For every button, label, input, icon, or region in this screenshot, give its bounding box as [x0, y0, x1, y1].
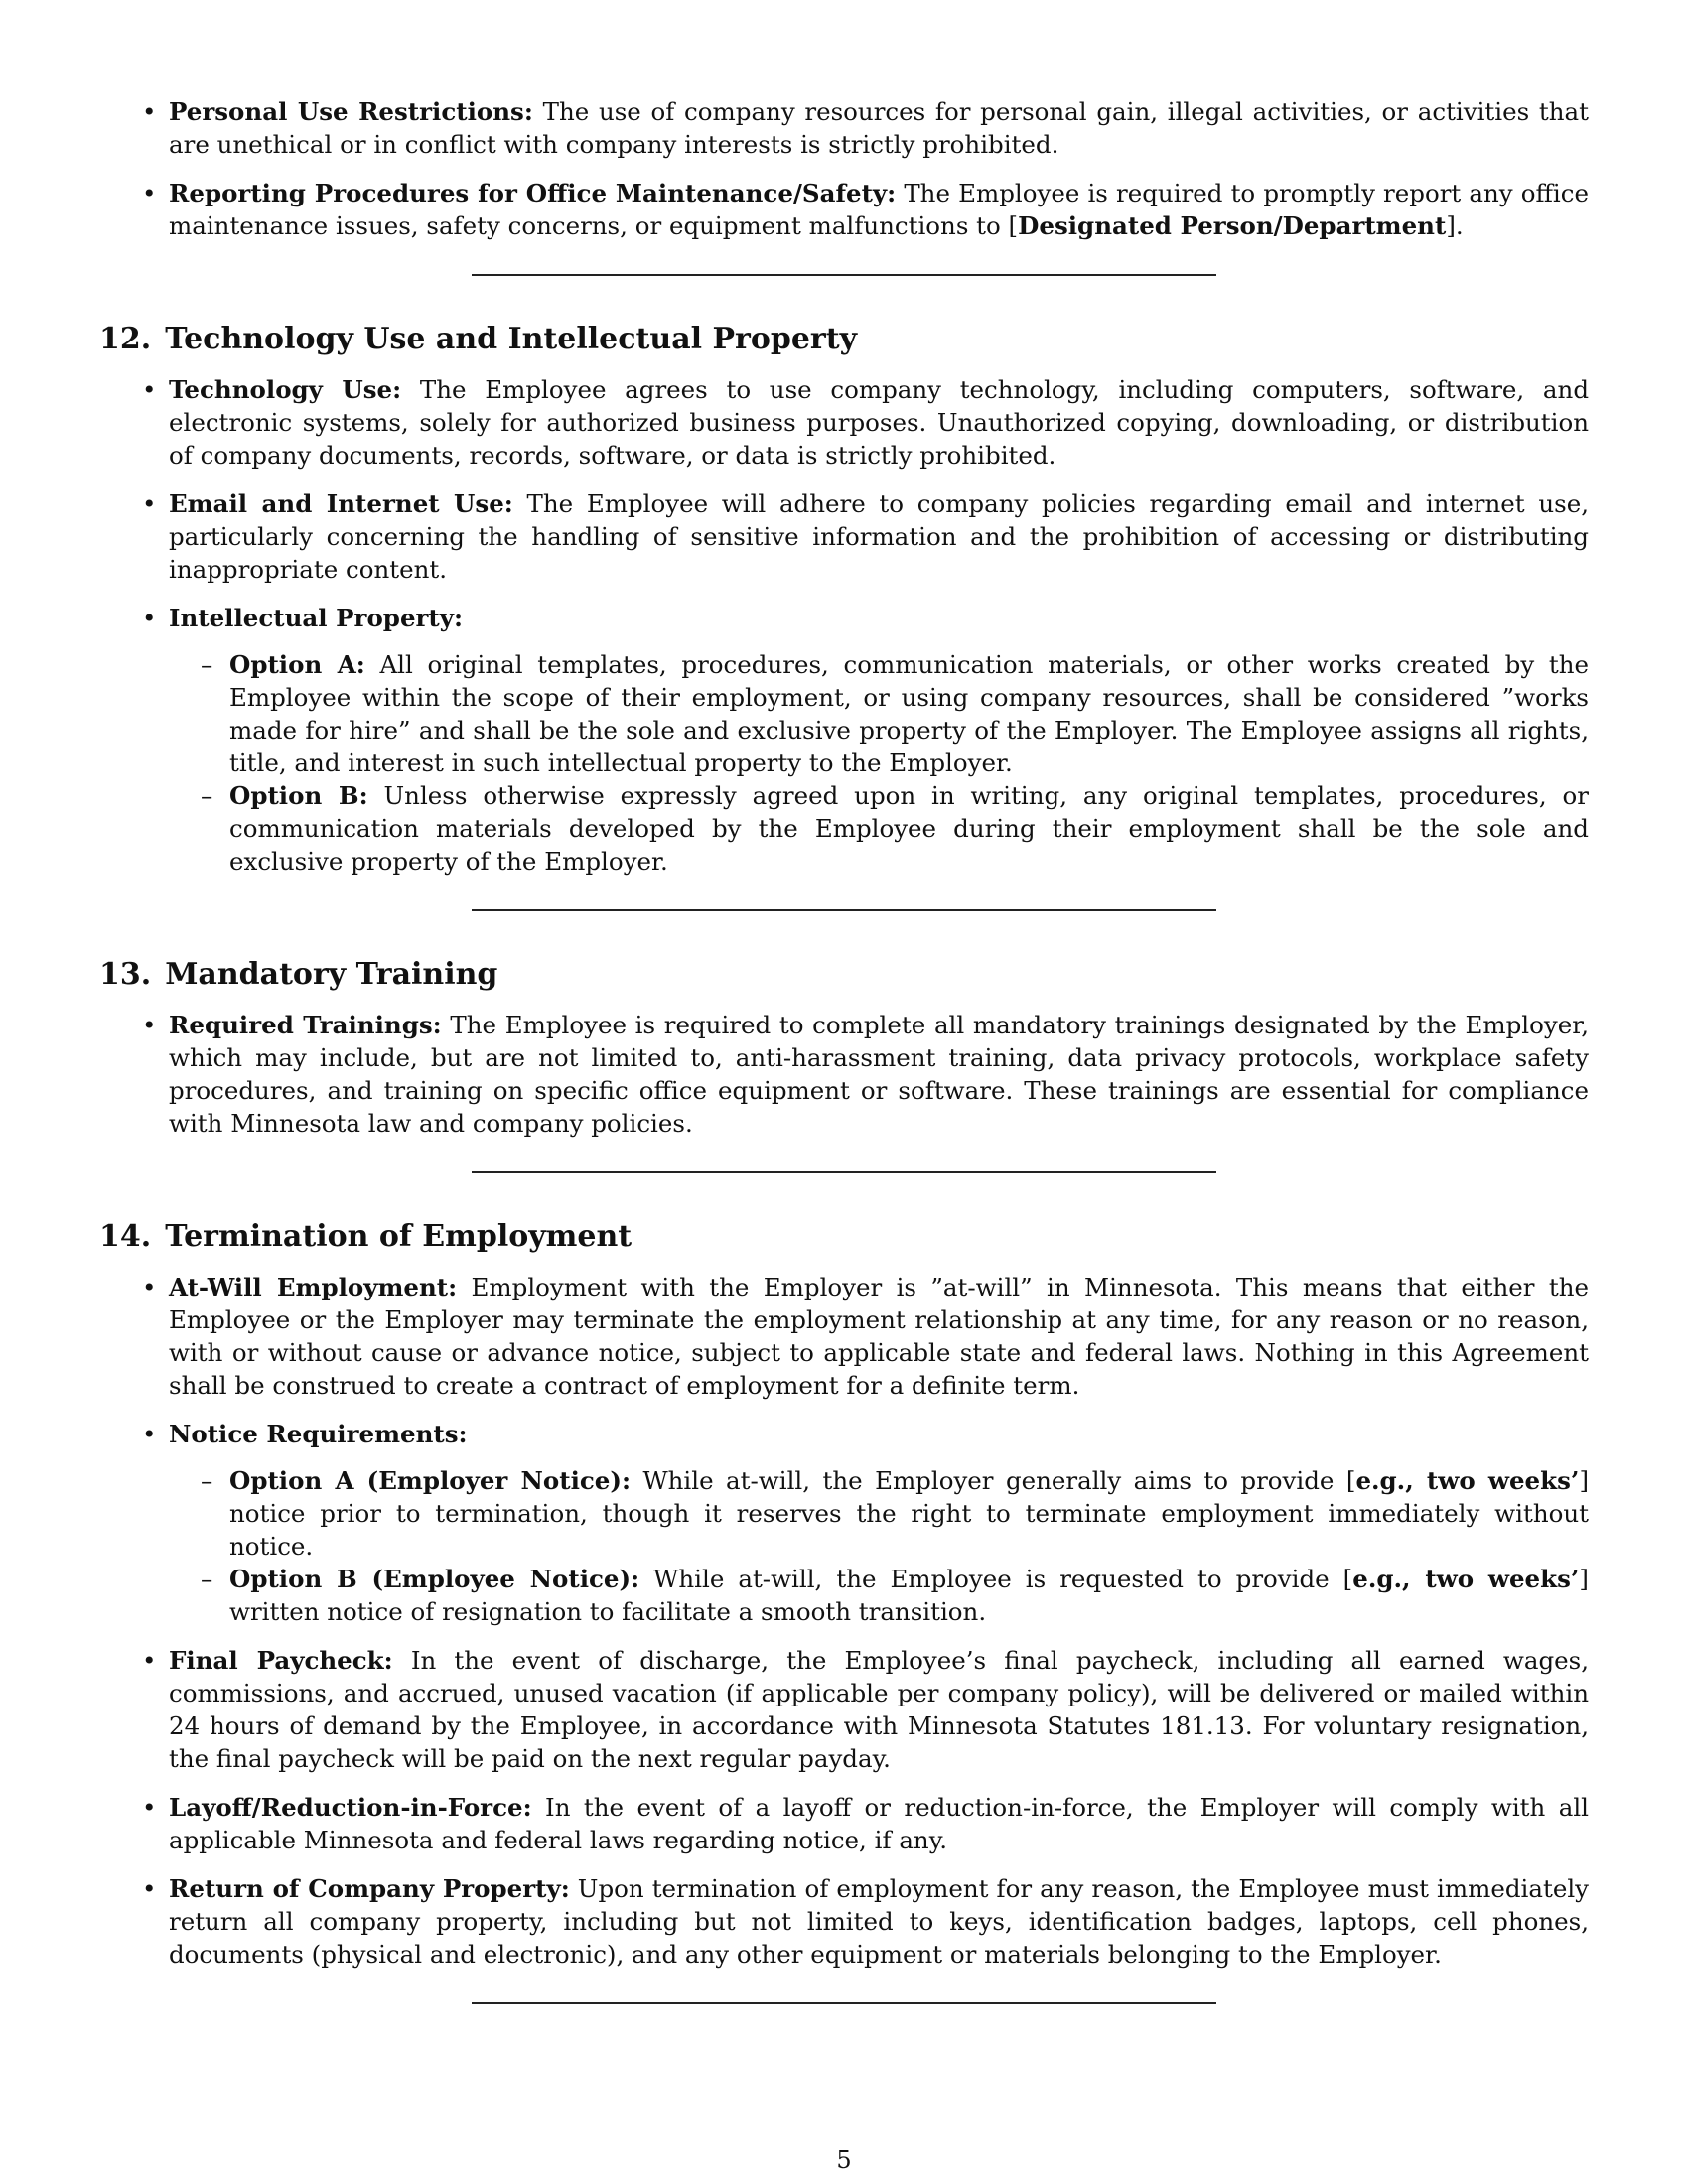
section-heading-12: 12. Technology Use and Intellectual Property — [99, 322, 857, 356]
section-divider — [472, 1171, 1216, 1173]
section-14-list — [99, 1271, 1589, 1971]
intro-list — [99, 95, 1589, 242]
document-page — [99, 95, 1589, 2048]
list-item: • Personal Use Restrictions: The use of company resources for personal gain, illegal activities, or activities that are unethical or in conflict with company interests is strictly prohibited. — [99, 95, 1589, 161]
list-item: • Layoff/Reduction-in-Force: In the event of a layoff or reduction-in-force, the Employer will comply with all applicable Minnesota and federal laws regarding notice, if any. — [99, 1791, 1589, 1856]
sub-list-item: – Option A: All original templates, procedures, communication materials, or other works created by the Employee within the scope of their employment, or using company resources, shall be considered ”works made for hire” and shall be the sole and exclusive property of the Employer. The Employee assigns all rights, title, and interest in such intellectual property to the Employer. — [169, 648, 1589, 779]
section-heading-14: 14. Termination of Employment — [99, 1219, 633, 1254]
list-item: • Return of Company Property: Upon termination of employment for any reason, the Employee must immediately return all company property, including but not limited to keys, identification badges, laptops, cell phones, documents (physical and electronic), and any other equipment or materials belonging to the Employer. — [99, 1872, 1589, 1971]
section-heading-13: 13. Mandatory Training — [99, 957, 498, 992]
ip-options-list — [169, 648, 1589, 878]
list-item: • Final Paycheck: In the event of discharge, the Employee’s final paycheck, including all earned wages, commissions, and accrued, unused vacation (if applicable per company policy), will be delivered or mailed within 24 hours of demand by the Employee, in accordance with Minnesota Statutes 181.13. For voluntary resignation, the final paycheck will be paid on the next regular payday. — [99, 1644, 1589, 1775]
list-item: • Technology Use: The Employee agrees to use company technology, including computers, software, and electronic systems, solely for authorized business purposes. Unauthorized copying, downloading, or distribution of company documents, records, software, or data is strictly prohibited. — [99, 373, 1589, 472]
list-item: • Reporting Procedures for Office Maintenance/Safety: The Employee is required to promptly report any office maintenance issues, safety concerns, or equipment malfunctions to [Designated Person/Department]. — [99, 177, 1589, 242]
sub-list-item: – Option B (Employee Notice): While at-will, the Employee is requested to provide [e.g., two weeks’] written notice of resignation to facilitate a smooth transition. — [169, 1563, 1589, 1628]
list-item: • At-Will Employment: Employment with the Employer is ”at-will” in Minnesota. This means that either the Employee or the Employer may terminate the employment relationship at any time, for any reason or no reason, with or without cause or advance notice, subject to applicable state and federal laws. Nothing in this Agreement shall be construed to create a contract of employment for a definite term. — [99, 1271, 1589, 1402]
sub-list-item: – Option A (Employer Notice): While at-will, the Employer generally aims to provide [e.g., two weeks’] notice prior to termination, though it reserves the right to terminate employment immediately without notice. — [169, 1464, 1589, 1563]
section-12-list — [99, 373, 1589, 878]
notice-options-list — [169, 1464, 1589, 1628]
section-divider — [472, 274, 1216, 276]
list-item: • Required Trainings: The Employee is required to complete all mandatory trainings designated by the Employer, which may include, but are not limited to, anti-harassment training, data privacy protocols, workplace safety procedures, and training on specific office equipment or software. These trainings are essential for compliance with Minnesota law and company policies. — [99, 1009, 1589, 1140]
list-item: • Email and Internet Use: The Employee will adhere to company policies regarding email and internet use, particularly concerning the handling of sensitive information and the prohibition of accessing or distributing inappropriate content. — [99, 487, 1589, 586]
list-item: • Notice Requirements: – Option A (Employer Notice): While at-will, the Employer generally aims to provide [e.g., two weeks’] notice prior to termination, though it reserves the right to terminate employment immediately without notice. – Option B (Employee Notice): While at-will, the Employee is requested to provide [e.g., two weeks’] written notice of resignation to facilitate a smooth transition. — [99, 1418, 1589, 1628]
list-item: • Intellectual Property: – Option A: All original templates, procedures, communication materials, or other works created by the Employee within the scope of their employment, or using company resources, shall be considered ”works made for hire” and shall be the sole and exclusive property of the Employer. The Employee assigns all rights, title, and interest in such intellectual property to the Employer. – Option B: Unless otherwise expressly agreed upon in writing, any original templates, procedures, or communication materials developed by the Employee during their employment shall be the sole and exclusive property of the Employer. — [99, 602, 1589, 878]
section-divider — [472, 2002, 1216, 2004]
section-divider — [472, 909, 1216, 911]
sub-list-item: – Option B: Unless otherwise expressly agreed upon in writing, any original templates, procedures, or communication materials developed by the Employee during their employment shall be the sole and exclusive property of the Employer. — [169, 779, 1589, 878]
page-number: 5 — [836, 2146, 852, 2174]
section-13-list — [99, 1009, 1589, 1140]
